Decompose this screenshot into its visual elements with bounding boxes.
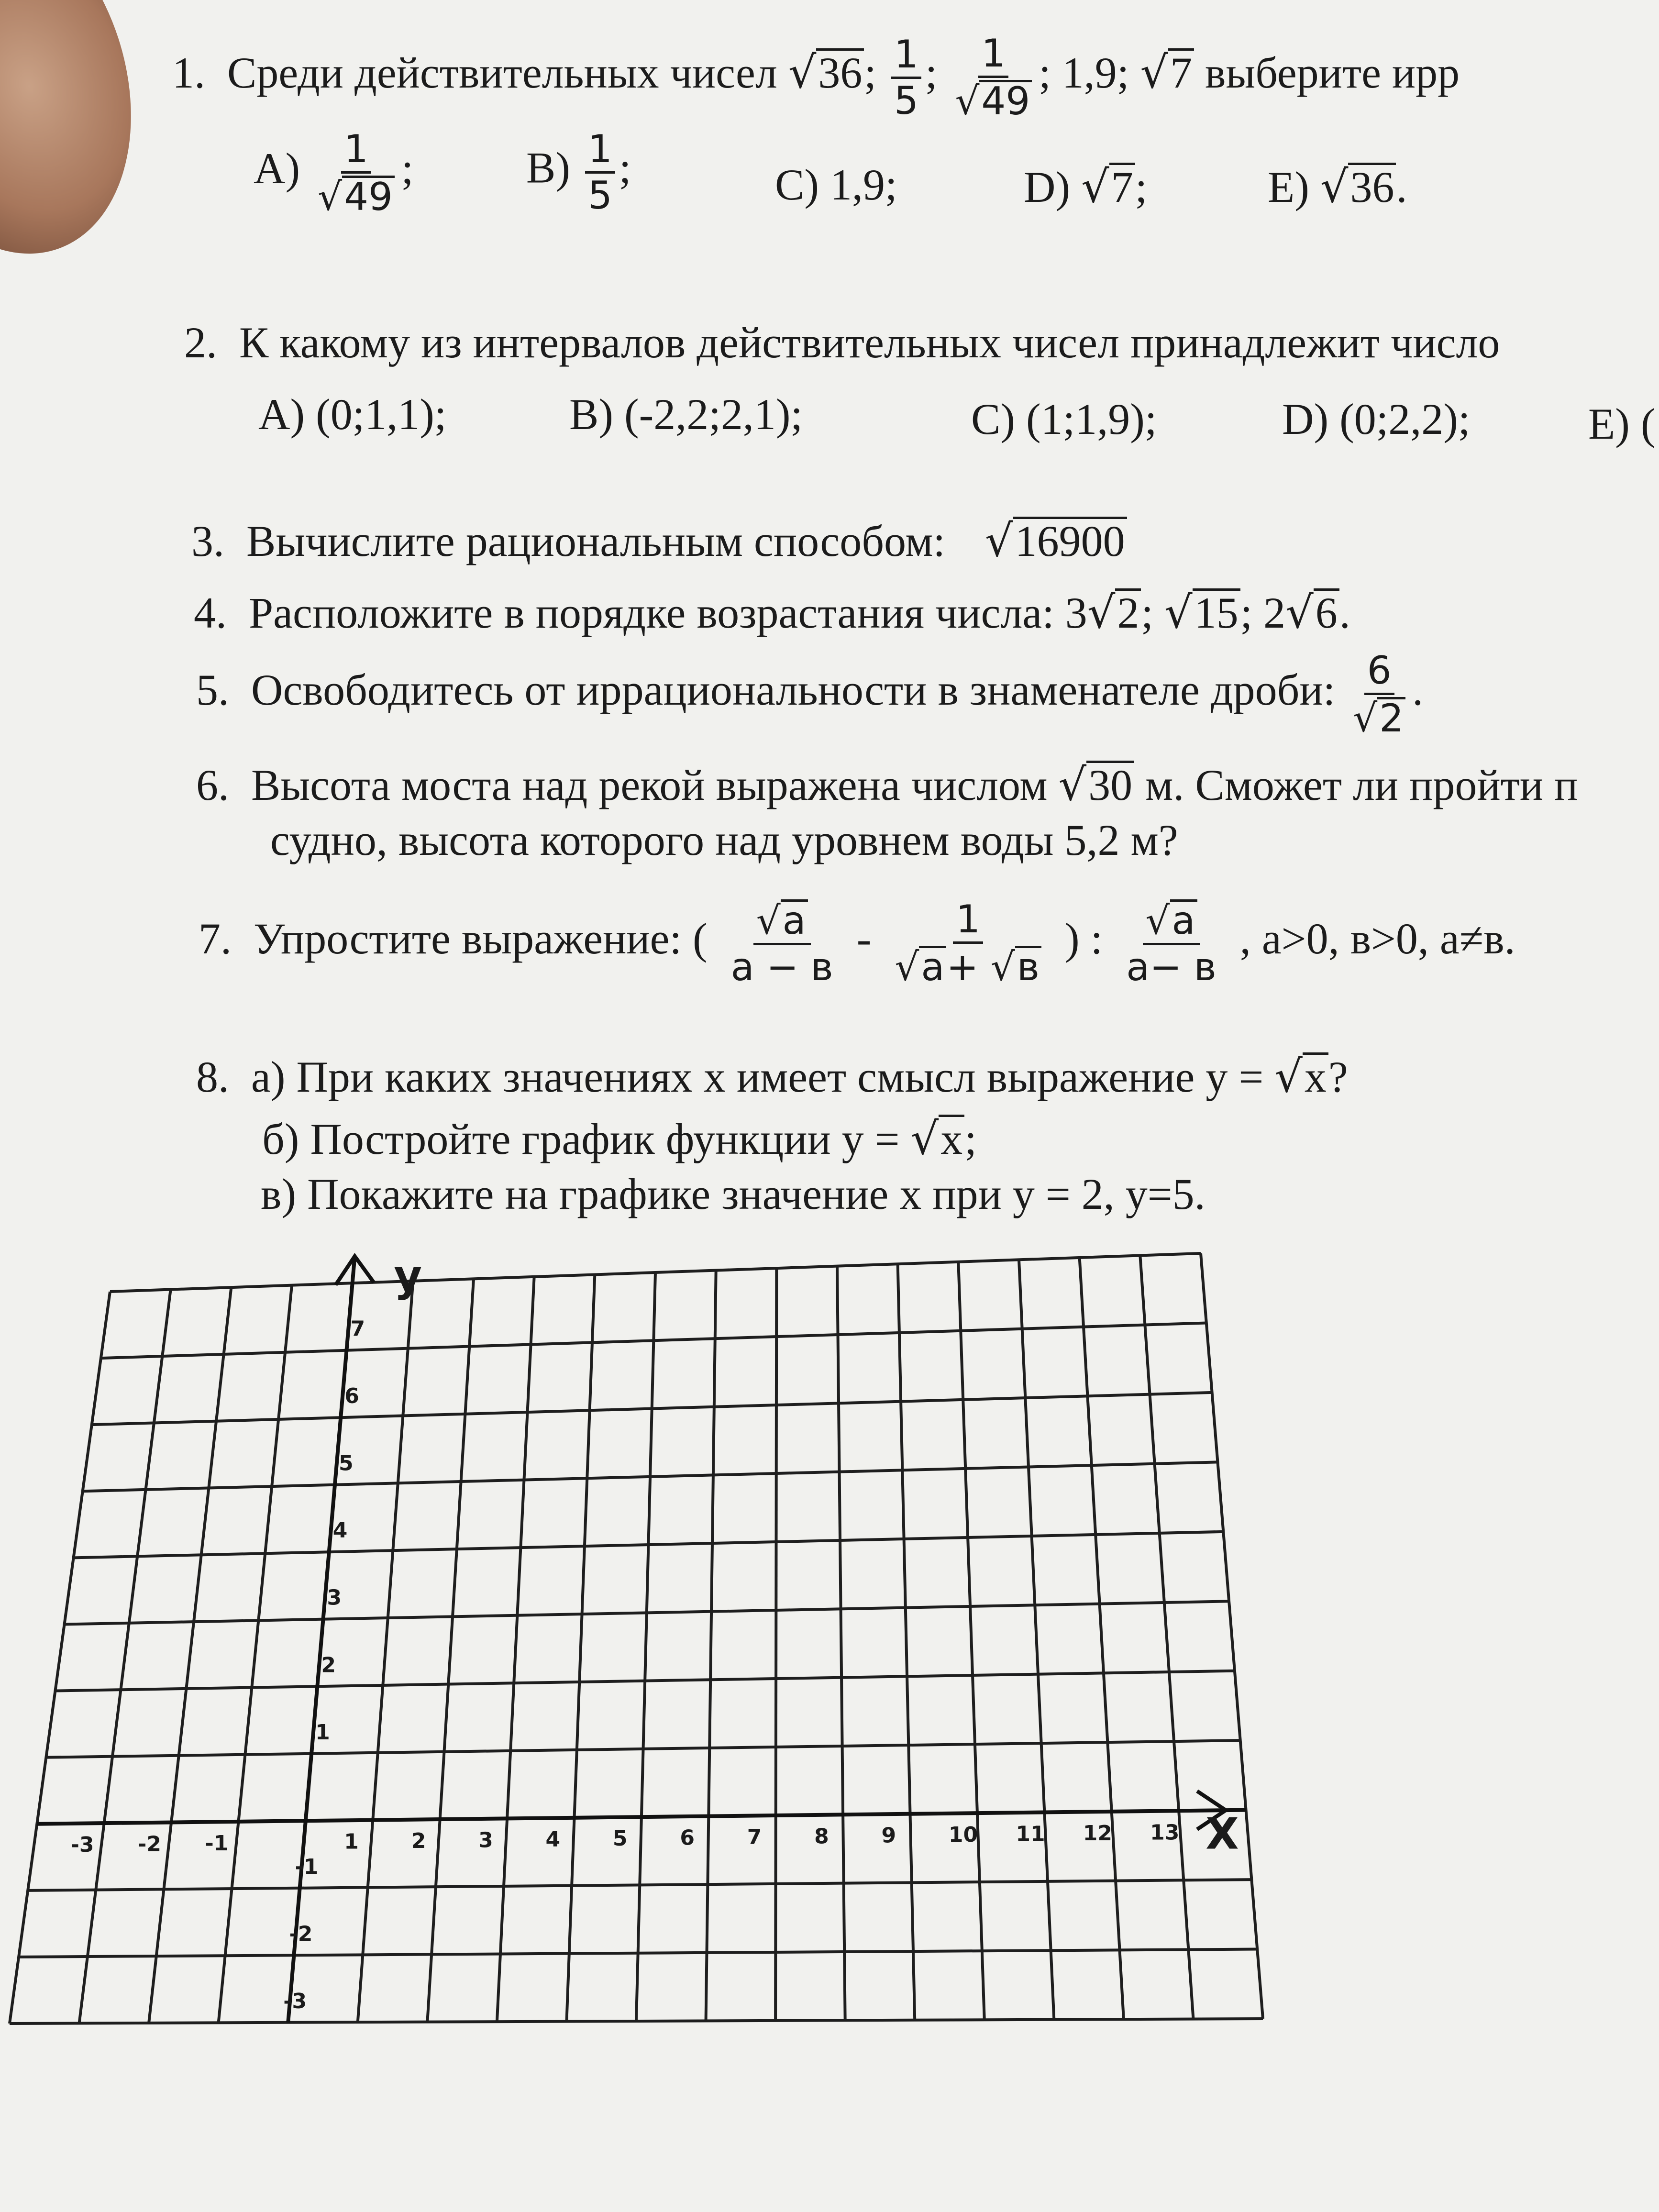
q1-root-36: 36: [816, 48, 864, 95]
x-tick-label: -2: [138, 1832, 161, 1857]
axes: [37, 1256, 1246, 2023]
x-tick-label: 5: [612, 1826, 628, 1851]
x-tick-label: 10: [948, 1823, 978, 1847]
grid-line-vertical: [219, 1285, 292, 2023]
x-tick-label: -3: [70, 1833, 94, 1858]
q2-option-c: C) (1;1,9);: [971, 395, 1157, 443]
q8-part-c: в) Покажите на графике значение х при у = 2, у=5.: [261, 1170, 1206, 1218]
grid-line-vertical: [706, 1271, 716, 2021]
q1-option-c: C) 1,9;: [775, 160, 897, 209]
q2-option-b: B) (-2,2;2,1);: [569, 390, 803, 439]
x-tick-label: 12: [1083, 1821, 1112, 1846]
question-3: 3. Вычислите рациональным способом: √16900: [191, 517, 1127, 563]
grid-line-vertical: [1080, 1258, 1124, 2019]
q1-fraction-1-5: $\frac{1}{5}$: [891, 34, 921, 121]
x-tick-label: 2: [411, 1829, 426, 1854]
question-5: 5. Освободитесь от иррациональности в знаменателе дроби: $\frac{6}{√2}$ .: [196, 648, 1424, 741]
q6-text-line2: судно, высота которого над уровнем воды 5,2 м?: [270, 816, 1178, 864]
q1-option-a: A) $\frac{1}{√49}$ ;: [254, 127, 414, 219]
q2-text: К какому из интервалов действительных чисел принадлежит число: [239, 318, 1500, 367]
q8-part-b: б) Постройте график функции у = √x;: [262, 1113, 977, 1164]
tick-labels: [71, 1251, 1239, 2013]
y-tick-label: 4: [332, 1518, 348, 1543]
y-axis: [288, 1256, 354, 2023]
q8-part-a: а) При каких значениях х имеет смысл выражение у =: [251, 1052, 1264, 1101]
x-tick-label: 13: [1150, 1820, 1180, 1845]
q2-option-a: A) (0;1,1);: [258, 390, 447, 439]
x-tick-label: 9: [881, 1823, 896, 1848]
grid-lines: [10, 1250, 1263, 2024]
grid-line-vertical: [497, 1277, 534, 2022]
grid-line-vertical: [1201, 1253, 1263, 2019]
q1-option-b: B) $\frac{1}{5}$ ;: [526, 127, 631, 218]
y-tick-label: 1: [315, 1720, 330, 1745]
q3-text: Вычислите рациональным способом:: [246, 517, 946, 565]
x-tick-label: -1: [205, 1831, 229, 1856]
q3-root-16900: 16900: [1013, 517, 1127, 563]
grid-line-vertical: [566, 1274, 595, 2021]
q7-text: Упростите выражение: (: [254, 914, 708, 963]
question-2: 2. К какому из интервалов действительных чисел принадлежит число: [184, 318, 1500, 367]
grid-line-vertical: [958, 1262, 984, 2020]
x-tick-label: 7: [747, 1825, 762, 1849]
x-tick-label: 11: [1016, 1822, 1045, 1847]
grid-line-vertical: [837, 1266, 845, 2021]
q1-fraction-1-root49: $\frac{1}{√49}$: [952, 33, 1035, 122]
y-tick-label: -3: [283, 1989, 307, 2013]
y-axis-label: y: [394, 1250, 422, 1301]
question-4: 4. Расположите в порядке возрастания числа: 3√2; √15; 2√6.: [194, 587, 1350, 638]
y-tick-label: 5: [339, 1451, 354, 1476]
y-tick-label: 7: [350, 1316, 365, 1341]
y-tick-label: 3: [327, 1585, 342, 1610]
grid-line-vertical: [1019, 1260, 1054, 2019]
x-tick-label: 1: [344, 1829, 359, 1854]
grid-line-vertical: [636, 1272, 655, 2021]
y-tick-label: -2: [289, 1922, 313, 1947]
x-axis-label: X: [1206, 1809, 1239, 1859]
question-7: 7. Упростите выражение: ( $\frac{√a}{a - в}$ - $\frac{1}{√a+ √в}$ ) : $\frac{√a}{a- в}$ , a>0, в>0, a≠в.: [199, 897, 1515, 989]
grid-line-vertical: [79, 1290, 171, 2024]
y-tick-label: 2: [321, 1653, 336, 1678]
q1-number: 1.: [172, 48, 205, 98]
x-tick-label: 4: [545, 1827, 561, 1852]
grid-line-vertical: [358, 1281, 413, 2022]
q1-value-1-9: 1,9;: [1062, 48, 1129, 98]
q1-root-7: 7: [1168, 48, 1194, 95]
x-tick-label: 6: [680, 1825, 695, 1850]
grid-line-vertical: [775, 1268, 776, 2021]
grid-line-vertical: [1140, 1255, 1193, 2019]
q1-option-d: D) √7;: [1024, 161, 1148, 212]
q1-text: Среди действительных чисел: [227, 48, 777, 98]
y-tick-label: -1: [295, 1854, 319, 1879]
q5-text: Освободитесь от иррациональности в знаменателе дроби:: [251, 665, 1336, 715]
grid-line-vertical: [149, 1287, 231, 2023]
q4-text: Расположите в порядке возрастания числа: 3: [249, 588, 1087, 637]
grid-line-vertical: [10, 1292, 110, 2024]
grid-line-vertical: [898, 1264, 915, 2020]
q1-tail: выберите ирр: [1205, 48, 1460, 98]
x-tick-label: 3: [478, 1828, 493, 1853]
x-tick-label: 8: [814, 1824, 829, 1849]
q2-option-e: E) (: [1588, 399, 1656, 448]
question-8: 8. а) При каких значениях х имеет смысл выражение у = √x?: [196, 1051, 1348, 1102]
grid-line-vertical: [427, 1279, 474, 2022]
y-tick-label: 6: [344, 1384, 359, 1409]
question-6: 6. Высота моста над рекой выражена числом √30 м. Сможет ли пройти п: [196, 759, 1578, 810]
q6-text-line1: Высота моста над рекой выражена числом: [251, 761, 1048, 809]
q2-option-d: D) (0;2,2);: [1282, 395, 1471, 443]
q1-option-e: E) √36.: [1268, 161, 1407, 212]
question-1: 1. Среди действительных чисел √36; $\frac{1}{5}$ ; $\frac{1}{√49}$ ; 1,9; √7 выберите ирр: [172, 31, 1460, 123]
